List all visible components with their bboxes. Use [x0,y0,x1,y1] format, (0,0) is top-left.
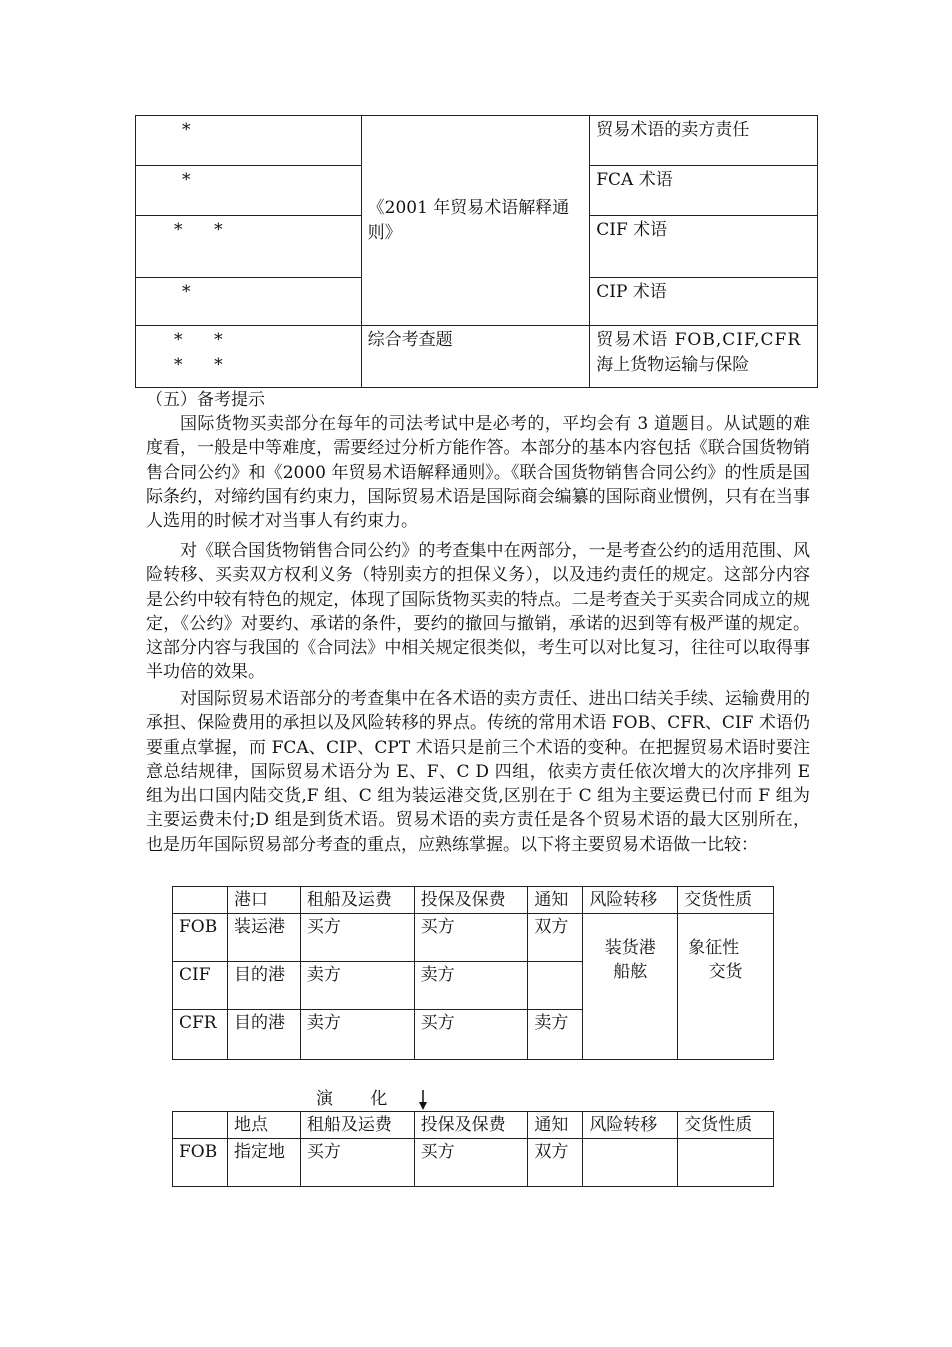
header-cell: 地点 [227,1112,300,1139]
term-cell: CFR [173,1010,228,1060]
risk-transfer-cell: 装货港 船舷 [583,914,678,1060]
table-row [173,914,774,962]
table-row [173,1139,774,1187]
header-cell: 风险转移 [583,887,678,914]
trade-terms-comparison-table [172,886,774,1060]
star-rating: * * * * [136,326,362,388]
paragraph: 对国际贸易术语部分的考查集中在各术语的卖方责任、进出口结关手续、运输费用的承担、保险费用的承担以及风险转移的界点。传统的常用术语 FOB、CFR、CIF 术语仍要重点掌握，而 FCA、CIP、CPT 术语只是前三个术语的变种。在把握贸易术语时要注意总结规律，国际贸易术语分为 E、F、C D 四组，依卖方责任依次增大的次序排列 E 组为出口国内陆交货,F 组、C 组为装运港交货,区别在于 C 组为主要运费已付而 F 组为主要运费未付;D 组是到货术语。贸易术语的卖方责任是各个贸易术语的最大区别所在，也是历年国际贸易部分考查的重点，应熟练掌握。以下将主要贸易术语做一比较： [146,689,810,855]
header-cell: 租船及运费 [300,887,414,914]
freight-cell: 卖方 [300,1010,414,1060]
port-cell: 装运港 [227,914,300,962]
term-cell: FOB [173,914,228,962]
arrow-down-icon [417,1089,429,1111]
section-heading: （五）备考提示 [146,390,265,410]
insurance-cell: 买方 [414,914,528,962]
notice-cell [528,962,583,1010]
notice-cell: 卖方 [528,1010,583,1060]
table-header-row [173,1112,774,1139]
insurance-cell: 卖方 [414,962,528,1010]
place-cell: 指定地 [227,1139,300,1187]
port-cell: 目的港 [227,962,300,1010]
header-cell [173,887,228,914]
freight-cell: 卖方 [300,962,414,1010]
exam-topic-table [135,115,818,388]
notice-cell: 双方 [528,914,583,962]
topic-cell: CIF 术语 [590,216,818,278]
table-row [136,326,818,388]
star-rating: * [136,278,362,326]
header-cell: 通知 [528,1112,583,1139]
header-cell: 交货性质 [678,1112,774,1139]
header-cell [173,1112,228,1139]
freight-cell: 买方 [300,1139,414,1187]
port-cell: 目的港 [227,1010,300,1060]
trade-terms-comparison-table-2 [172,1111,774,1187]
paragraph: 国际货物买卖部分在每年的司法考试中是必考的，平均会有 3 道题目。从试题的难度看，一般是中等难度，需要经过分析方能作答。本部分的基本内容包括《联合国货物销售合同公约》和《2000 年贸易术语解释通则》。《联合国货物销售合同公约》的性质是国际条约，对缔约国有约束力，国际贸易术语是国际商会编纂的国际商业惯例，只有在当事人选用的时候才对当事人有约束力。 [146,414,810,532]
table-header-row [173,887,774,914]
topic-cell: 贸易术语 FOB,CIF,CFR 海上货物运输与保险 [590,326,818,388]
source-cell: 《2001 年贸易术语解释通则》 [361,116,590,326]
header-cell: 通知 [528,887,583,914]
notice-cell: 双方 [528,1139,583,1187]
term-cell: CIF [173,962,228,1010]
topic-cell: 贸易术语的卖方责任 [590,116,818,166]
header-cell: 港口 [227,887,300,914]
term-cell: FOB [173,1139,228,1187]
header-cell: 投保及保费 [414,887,528,914]
table-row [136,116,818,166]
risk-transfer-cell [583,1139,678,1187]
insurance-cell: 买方 [414,1010,528,1060]
star-rating: * [136,166,362,216]
source-cell: 综合考查题 [361,326,590,388]
star-rating: * [136,116,362,166]
topic-cell: CIP 术语 [590,278,818,326]
header-cell: 风险转移 [583,1112,678,1139]
insurance-cell: 买方 [414,1139,528,1187]
evolution-label: 演 化 [316,1089,404,1109]
header-cell: 交货性质 [678,887,774,914]
freight-cell: 买方 [300,914,414,962]
paragraph: 对《联合国货物销售合同公约》的考查集中在两部分，一是考查公约的适用范围、风险转移、买卖双方权利义务（特别卖方的担保义务），以及违约责任的规定。这部分内容是公约中较有特色的规定，体现了国际货物买卖的特点。二是考查关于买卖合同成立的规定，《公约》对要约、承诺的条件，要约的撤回与撤销，承诺的迟到等有极严谨的规定。这部分内容与我国的《合同法》中相关规定很类似，考生可以对比复习，往往可以取得事半功倍的效果。 [146,541,810,683]
delivery-nature-cell: 象征性 交货 [678,914,774,1060]
topic-cell: FCA 术语 [590,166,818,216]
header-cell: 投保及保费 [414,1112,528,1139]
header-cell: 租船及运费 [300,1112,414,1139]
star-rating: * * [136,216,362,278]
delivery-nature-cell [678,1139,774,1187]
